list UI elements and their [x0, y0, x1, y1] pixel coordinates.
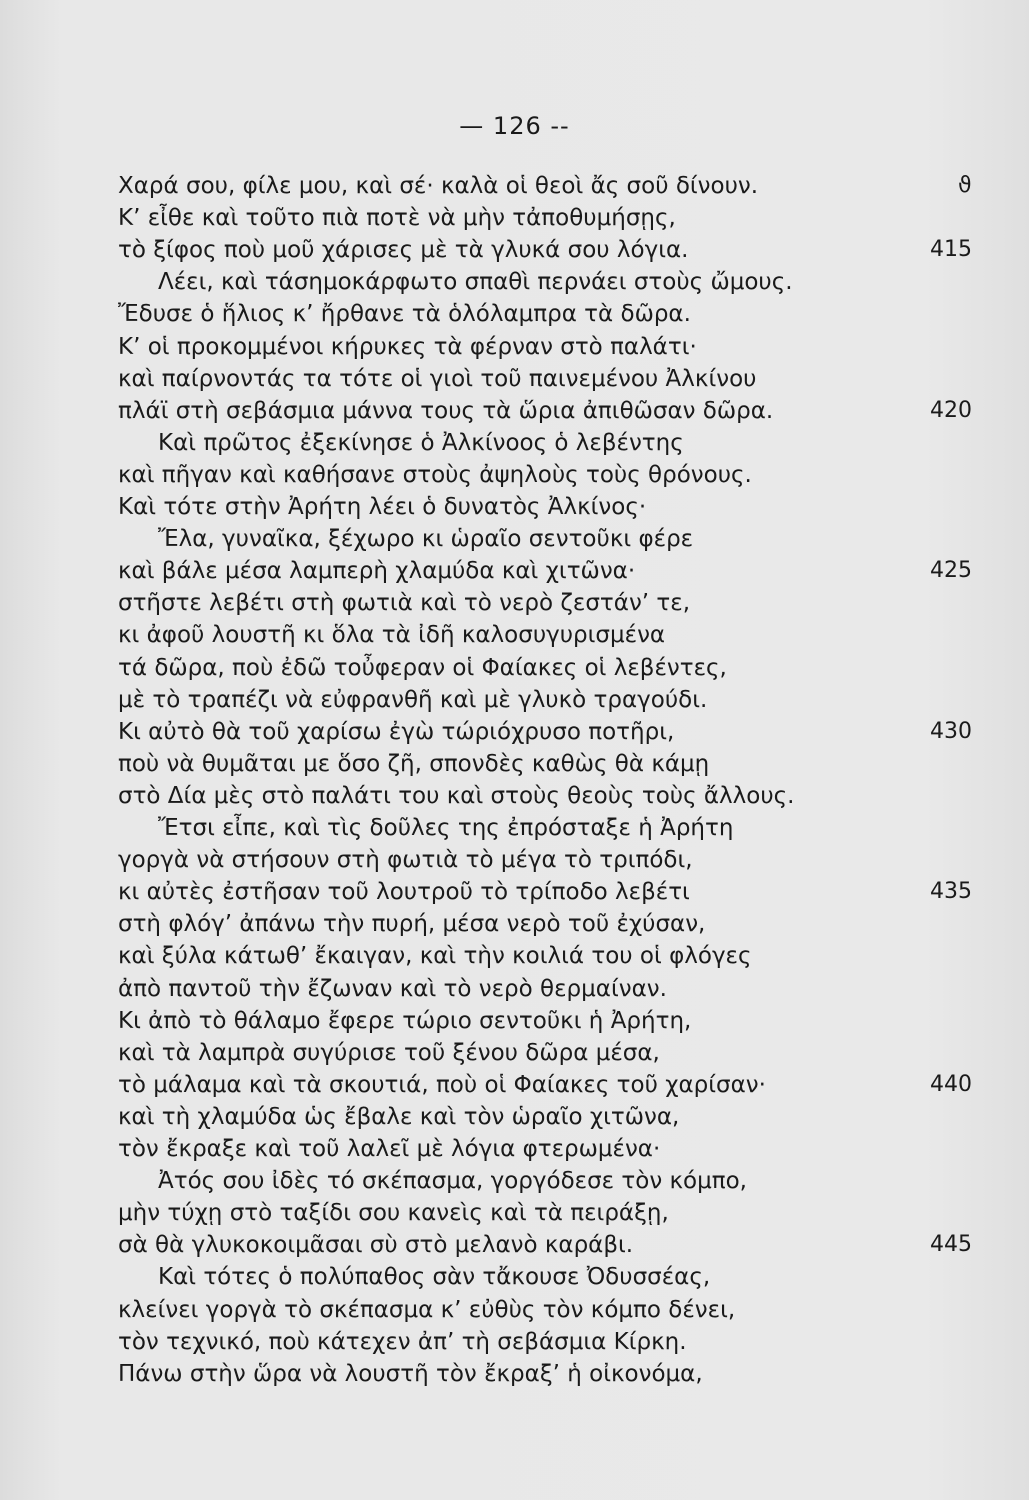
poem-line — [158, 1261, 968, 1293]
poem-line-text: τὸ ξίφος ποὺ μοῦ χάρισες μὲ τὰ γλυκά σου λόγια. — [118, 237, 689, 263]
poem-line — [118, 652, 928, 684]
poem-line — [118, 555, 928, 587]
poem-line-text: γοργὰ νὰ στήσουν στὴ φωτιὰ τὸ μέγα τὸ τριπόδι, — [118, 847, 693, 873]
poem-line-text: κλείνει γοργὰ τὸ σκέπασμα κ’ εὐθὺς τὸν κόμπο δένει, — [118, 1297, 736, 1323]
poem-line-text: Καὶ πρῶτος ἐξεκίνησε ὁ Ἀλκίνοος ὁ λεβέντης — [158, 430, 684, 456]
line-number: 420 — [930, 398, 972, 423]
poem-line-text: Πάνω στὴν ὥρα νὰ λουστῆ τὸν ἔκραξ’ ἡ οἰκονόμα, — [118, 1361, 703, 1387]
poem-line-text: καὶ πῆγαν καὶ καθήσανε στοὺς ἀψηλοὺς τοὺς θρόνους. — [118, 462, 752, 488]
poem-line — [118, 1294, 928, 1326]
poem-line — [158, 1165, 968, 1197]
poem-line — [118, 170, 928, 202]
poem-line-text: μὲ τὸ τραπέζι νὰ εὐφρανθῆ καὶ μὲ γλυκὸ τραγούδι. — [118, 687, 708, 713]
poem-line — [118, 684, 928, 716]
poem-line — [118, 459, 928, 491]
poem-line — [118, 940, 928, 972]
line-number: 430 — [930, 719, 972, 744]
poem-line-text: καὶ τὴ χλαμύδα ὡς ἔβαλε καὶ τὸν ὡραῖο χιτῶνα, — [118, 1104, 680, 1130]
poem-line-text: κι αὐτὲς ἐστῆσαν τοῦ λουτροῦ τὸ τρίποδο λεβέτι — [118, 879, 690, 905]
poem-line — [118, 331, 928, 363]
poem-line-text: Κ’ εἶθε καὶ τοῦτο πιὰ ποτὲ νὰ μὴν τἀποθυμήσῃς, — [118, 205, 676, 231]
poem-line-text: Ἀτός σου ἰδὲς τό σκέπασμα, γοργόδεσε τὸν κόμπο, — [158, 1168, 747, 1194]
poem-line — [118, 876, 928, 908]
poem-line-text: καὶ παίρνοντάς τα τότε οἱ γιοὶ τοῦ παινεμένου Ἀλκίνου — [118, 366, 757, 392]
poem-line — [118, 363, 928, 395]
poem-line — [118, 973, 928, 1005]
poem-line — [158, 266, 968, 298]
poem-line-text: Καὶ τότε στὴν Ἀρήτη λέει ὁ δυνατὸς Ἀλκίνος· — [118, 494, 647, 520]
poem-line — [118, 748, 928, 780]
poem-line-text: στῆστε λεβέτι στὴ φωτιὰ καὶ τὸ νερὸ ζεστάν’ τε, — [118, 590, 691, 616]
poem-line — [118, 298, 928, 330]
line-number: 425 — [930, 558, 972, 583]
poem-line-text: Κι ἀπὸ τὸ θάλαμο ἔφερε τώριο σεντοῦκι ἡ Ἀρήτη, — [118, 1008, 692, 1034]
poem-line-text: καὶ ξύλα κάτωθ’ ἔκαιγαν, καὶ τὴν κοιλιά του οἱ φλόγες — [118, 943, 752, 969]
poem-line — [118, 234, 928, 266]
poem-line — [118, 1229, 928, 1261]
poem-line-text: στὴ φλόγ’ ἀπάνω τὴν πυρή, μέσα νερὸ τοῦ ἐχύσαν, — [118, 911, 706, 937]
line-number: 440 — [930, 1072, 972, 1097]
poem-line — [118, 780, 928, 812]
poem-line-text: τὸν ἔκραξε καὶ τοῦ λαλεῖ μὲ λόγια φτερωμένα· — [118, 1136, 661, 1162]
poem-line-text: Καὶ τότες ὁ πολύπαθος σὰν τἄκουσε Ὀδυσσέας, — [158, 1264, 711, 1290]
poem-line — [118, 716, 928, 748]
poem-line — [118, 491, 928, 523]
poem-line — [118, 1326, 928, 1358]
poem-line — [118, 1005, 928, 1037]
poem-line — [118, 1037, 928, 1069]
poem-line-text: στὸ Δία μὲς στὸ παλάτι του καὶ στοὺς θεοὺς τοὺς ἄλλους. — [118, 783, 795, 809]
poem-line-text: Ἔλα, γυναῖκα, ξέχωρο κι ὡραῖο σεντοῦκι φέρε — [158, 526, 694, 552]
poem-line-text: τὸν τεχνικό, ποὺ κάτεχεν ἀπ’ τὴ σεβάσμια Κίρκη. — [118, 1329, 687, 1355]
poem-line — [158, 812, 968, 844]
poem-line-text: Ἔτσι εἶπε, καὶ τὶς δοῦλες της ἐπρόσταξε ἡ Ἀρήτη — [158, 815, 734, 841]
poem-line-text: τὸ μάλαμα καὶ τὰ σκουτιά, ποὺ οἱ Φαίακες τοῦ χαρίσαν· — [118, 1072, 766, 1098]
poem-line — [118, 1358, 928, 1390]
poem-line — [118, 587, 928, 619]
line-number: 415 — [930, 237, 972, 262]
poem-line — [158, 523, 968, 555]
line-number: 435 — [930, 879, 972, 904]
poem-line-text: Ἔδυσε ὁ ἥλιος κ’ ἤρθανε τὰ ὁλόλαμπρα τὰ δῶρα. — [118, 301, 691, 327]
poem-line-text: μὴν τύχῃ στὸ ταξίδι σου κανεὶς καὶ τὰ πειράξῃ, — [118, 1200, 669, 1226]
poem-line-text: Λέει, καὶ τάσημοκάρφωτο σπαθὶ περνάει στοὺς ὤμους. — [158, 269, 793, 295]
poem-line-text: κι ἀφοῦ λουστῆ κι ὅλα τὰ ἰδῆ καλοσυγυρισμένα — [118, 622, 666, 648]
poem-line — [118, 844, 928, 876]
poem-line — [158, 427, 968, 459]
signature-mark: ϑ — [958, 173, 972, 198]
poem-line-text: πλάϊ στὴ σεβάσμια μάννα τους τὰ ὥρια ἀπιθῶσαν δῶρα. — [118, 398, 774, 424]
poem-line — [118, 202, 928, 234]
poem-line-text: καὶ τὰ λαμπρὰ συγύρισε τοῦ ξένου δῶρα μέσα, — [118, 1040, 660, 1066]
poem-line-text: καὶ βάλε μέσα λαμπερὴ χλαμύδα καὶ χιτῶνα· — [118, 558, 636, 584]
poem-line — [118, 619, 928, 651]
poem-line — [118, 395, 928, 427]
poem-line-text: Κ’ οἱ προκομμένοι κήρυκες τὰ φέρναν στὸ παλάτι· — [118, 334, 697, 360]
poem-line — [118, 1069, 928, 1101]
poem-line-text: ἀπὸ παντοῦ τὴν ἔζωναν καὶ τὸ νερὸ θερμαίναν. — [118, 976, 667, 1002]
poem-line — [118, 1197, 928, 1229]
poem-line — [118, 1133, 928, 1165]
poem-line-text: Κι αὐτὸ θὰ τοῦ χαρίσω ἐγὼ τώριόχρυσο ποτῆρι, — [118, 719, 675, 745]
poem-line-text: τά δῶρα, ποὺ ἐδῶ τοὖφεραν οἱ Φαίακες οἱ λεβέντες, — [118, 655, 727, 681]
line-number: 445 — [930, 1232, 972, 1257]
poem-line — [118, 1101, 928, 1133]
poem-line-text: Χαρά σου, φίλε μου, καὶ σέ· καλὰ οἱ θεοὶ ἄς σοῦ δίνουν. — [118, 173, 759, 199]
poem-line-text: ποὺ νὰ θυμᾶται με ὅσο ζῆ, σπονδὲς καθὼς θὰ κάμῃ — [118, 751, 710, 777]
poem-line-text: σὰ θὰ γλυκοκοιμᾶσαι σὺ στὸ μελανὸ καράβι. — [118, 1232, 634, 1258]
poem-line — [118, 908, 928, 940]
page-number: — 126 -- — [459, 112, 570, 140]
